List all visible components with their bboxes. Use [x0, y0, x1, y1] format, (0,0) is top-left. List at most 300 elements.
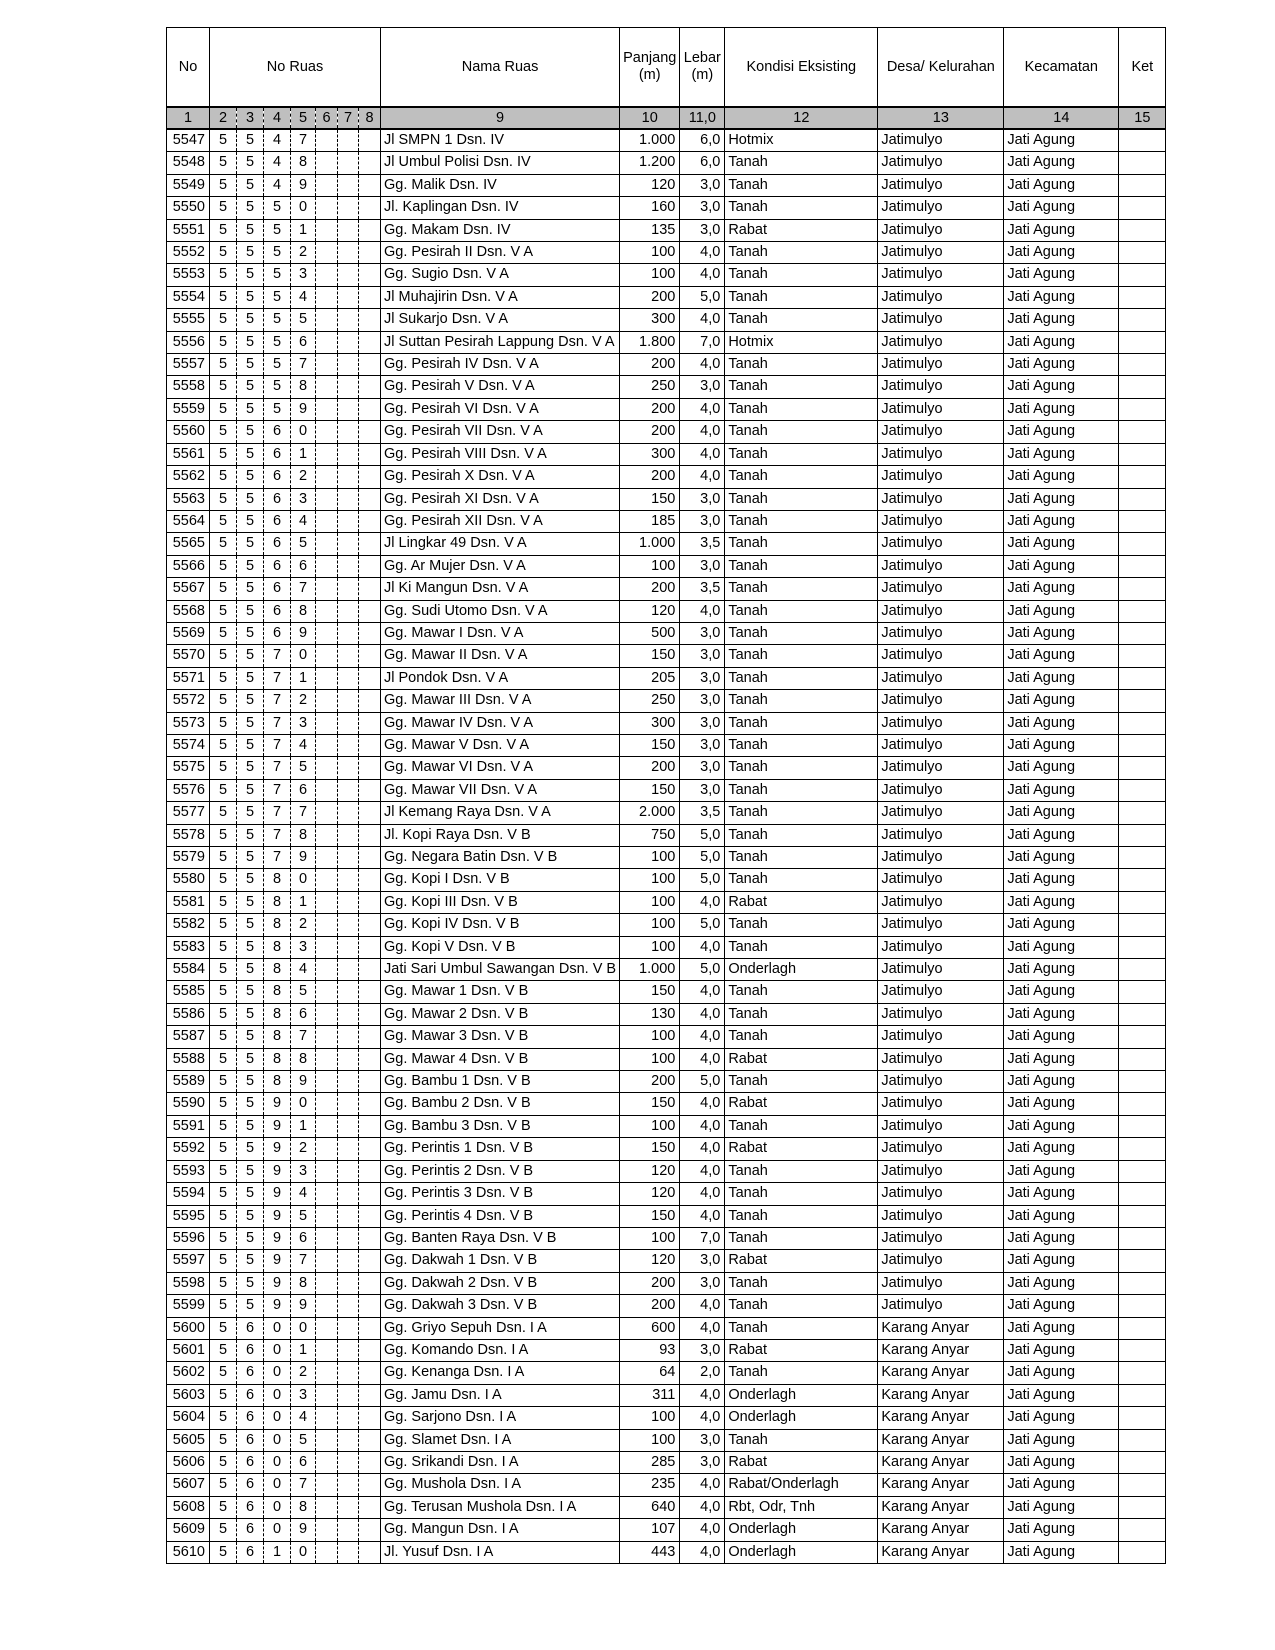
lebar: 4,0: [680, 1384, 725, 1406]
ruas-digit-empty: [338, 1317, 359, 1339]
ruas-digit: 5: [237, 264, 264, 286]
panjang: 150: [620, 981, 680, 1003]
ruas-digit: 5: [237, 421, 264, 443]
kondisi: Tanah: [725, 690, 878, 712]
kondisi: Rabat: [725, 1138, 878, 1160]
ket: [1119, 1003, 1166, 1025]
ruas-digit-empty: [338, 1519, 359, 1541]
ruas-digit: 0: [291, 421, 316, 443]
header-row: [167, 28, 1166, 108]
kondisi: Tanah: [725, 242, 878, 264]
lebar: 4,0: [680, 466, 725, 488]
ruas-digit: 5: [210, 1227, 237, 1249]
panjang: 300: [620, 309, 680, 331]
ruas-digit: 5: [210, 690, 237, 712]
ruas-digit: 8: [291, 152, 316, 174]
kecamatan: Jati Agung: [1004, 1138, 1119, 1160]
panjang: 120: [620, 1250, 680, 1272]
desa: Jatimulyo: [878, 779, 1004, 801]
lebar: 4,0: [680, 309, 725, 331]
ruas-digit-empty: [316, 712, 338, 734]
ruas-digit: 9: [264, 1295, 291, 1317]
kondisi: Tanah: [725, 197, 878, 219]
kondisi: Tanah: [725, 354, 878, 376]
lebar: 3,0: [680, 622, 725, 644]
desa: Jatimulyo: [878, 1093, 1004, 1115]
kecamatan: Jati Agung: [1004, 533, 1119, 555]
nama-ruas: Gg. Pesirah II Dsn. V A: [381, 242, 620, 264]
ruas-digit: 7: [291, 802, 316, 824]
nama-ruas: Gg. Mangun Dsn. I A: [381, 1519, 620, 1541]
ruas-digit: 6: [264, 555, 291, 577]
desa: Jatimulyo: [878, 645, 1004, 667]
row-no: 5606: [167, 1451, 210, 1473]
ket: [1119, 533, 1166, 555]
header-ket: Ket: [1119, 28, 1166, 108]
table-row: [167, 510, 1166, 532]
kecamatan: Jati Agung: [1004, 824, 1119, 846]
ruas-digit-empty: [316, 421, 338, 443]
ruas-digit: 7: [291, 129, 316, 152]
desa: Jatimulyo: [878, 1003, 1004, 1025]
ruas-digit: 5: [210, 1362, 237, 1384]
column-number: 4: [264, 107, 291, 129]
row-no: 5549: [167, 174, 210, 196]
ruas-digit: 3: [291, 488, 316, 510]
desa: Karang Anyar: [878, 1451, 1004, 1473]
ruas-digit-empty: [316, 645, 338, 667]
ruas-digit: 5: [237, 734, 264, 756]
kecamatan: Jati Agung: [1004, 376, 1119, 398]
kecamatan: Jati Agung: [1004, 712, 1119, 734]
nama-ruas: Jl. Kopi Raya Dsn. V B: [381, 824, 620, 846]
ruas-digit-empty: [338, 443, 359, 465]
ruas-digit: 5: [210, 645, 237, 667]
ruas-digit-empty: [316, 354, 338, 376]
ruas-digit: 5: [210, 1295, 237, 1317]
ruas-digit: 5: [210, 197, 237, 219]
panjang: 1.200: [620, 152, 680, 174]
ruas-digit-empty: [316, 1071, 338, 1093]
panjang: 600: [620, 1317, 680, 1339]
nama-ruas: Gg. Ar Mujer Dsn. V A: [381, 555, 620, 577]
ruas-digit-empty: [338, 757, 359, 779]
table-row: [167, 1272, 1166, 1294]
ruas-digit: 0: [291, 1093, 316, 1115]
ruas-digit-empty: [359, 1519, 381, 1541]
nama-ruas: Jl Suttan Pesirah Lappung Dsn. V A: [381, 331, 620, 353]
ruas-digit: 5: [237, 1160, 264, 1182]
ruas-digit-empty: [316, 174, 338, 196]
table-row: [167, 1115, 1166, 1137]
ruas-digit: 6: [264, 578, 291, 600]
ruas-digit-empty: [338, 690, 359, 712]
nama-ruas: Gg. Pesirah IV Dsn. V A: [381, 354, 620, 376]
desa: Jatimulyo: [878, 891, 1004, 913]
nama-ruas: Gg. Mawar III Dsn. V A: [381, 690, 620, 712]
table-row: [167, 1071, 1166, 1093]
desa: Jatimulyo: [878, 1160, 1004, 1182]
lebar: 3,0: [680, 1250, 725, 1272]
ket: [1119, 1429, 1166, 1451]
ruas-digit: 3: [291, 264, 316, 286]
ruas-digit: 5: [237, 466, 264, 488]
ruas-digit-empty: [338, 264, 359, 286]
panjang: 120: [620, 1160, 680, 1182]
row-no: 5567: [167, 578, 210, 600]
lebar: 4,0: [680, 1093, 725, 1115]
desa: Jatimulyo: [878, 174, 1004, 196]
ruas-digit-empty: [338, 1227, 359, 1249]
row-no: 5578: [167, 824, 210, 846]
lebar: 6,0: [680, 152, 725, 174]
kondisi: Tanah: [725, 1272, 878, 1294]
kondisi: Tanah: [725, 1295, 878, 1317]
kecamatan: Jati Agung: [1004, 354, 1119, 376]
kondisi: Tanah: [725, 667, 878, 689]
nama-ruas: Gg. Mawar VI Dsn. V A: [381, 757, 620, 779]
desa: Karang Anyar: [878, 1317, 1004, 1339]
ruas-digit: 8: [291, 376, 316, 398]
nama-ruas: Gg. Sugio Dsn. V A: [381, 264, 620, 286]
kecamatan: Jati Agung: [1004, 869, 1119, 891]
ruas-digit-empty: [338, 1048, 359, 1070]
table-row: [167, 152, 1166, 174]
kecamatan: Jati Agung: [1004, 421, 1119, 443]
ket: [1119, 242, 1166, 264]
kondisi: Rabat: [725, 1048, 878, 1070]
lebar: 4,0: [680, 1205, 725, 1227]
kondisi: Hotmix: [725, 331, 878, 353]
ruas-digit: 5: [237, 376, 264, 398]
ruas-digit-empty: [316, 533, 338, 555]
ruas-digit-empty: [359, 533, 381, 555]
ruas-digit: 4: [291, 1407, 316, 1429]
ruas-digit: 9: [264, 1205, 291, 1227]
lebar: 4,0: [680, 264, 725, 286]
ruas-digit: 5: [210, 1339, 237, 1361]
desa: Jatimulyo: [878, 376, 1004, 398]
table-row: [167, 802, 1166, 824]
panjang: 200: [620, 1272, 680, 1294]
panjang: 100: [620, 847, 680, 869]
ruas-digit: 5: [210, 667, 237, 689]
ket: [1119, 1496, 1166, 1518]
ket: [1119, 286, 1166, 308]
ruas-digit: 9: [264, 1272, 291, 1294]
panjang: 250: [620, 690, 680, 712]
ruas-digit: 5: [210, 578, 237, 600]
ruas-digit: 5: [210, 622, 237, 644]
column-number: 3: [237, 107, 264, 129]
kecamatan: Jati Agung: [1004, 622, 1119, 644]
kecamatan: Jati Agung: [1004, 1272, 1119, 1294]
ruas-digit-empty: [338, 1295, 359, 1317]
table-row: [167, 936, 1166, 958]
table-row: [167, 1429, 1166, 1451]
kondisi: Rabat: [725, 891, 878, 913]
table-row: [167, 1093, 1166, 1115]
ruas-digit-empty: [338, 1115, 359, 1137]
kondisi: Tanah: [725, 802, 878, 824]
ruas-digit: 5: [264, 242, 291, 264]
desa: Jatimulyo: [878, 712, 1004, 734]
nama-ruas: Gg. Mawar V Dsn. V A: [381, 734, 620, 756]
ruas-digit-empty: [316, 578, 338, 600]
kondisi: Tanah: [725, 734, 878, 756]
row-no: 5566: [167, 555, 210, 577]
ruas-digit: 7: [291, 354, 316, 376]
nama-ruas: Gg. Kopi IV Dsn. V B: [381, 914, 620, 936]
ruas-digit: 5: [237, 242, 264, 264]
lebar: 5,0: [680, 869, 725, 891]
ruas-digit: 5: [210, 242, 237, 264]
nama-ruas: Gg. Mushola Dsn. I A: [381, 1474, 620, 1496]
kecamatan: Jati Agung: [1004, 690, 1119, 712]
ruas-digit: 5: [237, 914, 264, 936]
row-no: 5579: [167, 847, 210, 869]
nama-ruas: Gg. Mawar 3 Dsn. V B: [381, 1026, 620, 1048]
kondisi: Tanah: [725, 1317, 878, 1339]
ruas-digit-empty: [359, 1384, 381, 1406]
ruas-digit-empty: [316, 1093, 338, 1115]
ruas-digit-empty: [359, 331, 381, 353]
lebar: 3,5: [680, 533, 725, 555]
lebar: 3,0: [680, 174, 725, 196]
panjang: 200: [620, 578, 680, 600]
ruas-digit: 0: [291, 1541, 316, 1563]
nama-ruas: Gg. Kopi III Dsn. V B: [381, 891, 620, 913]
ruas-digit-empty: [359, 242, 381, 264]
ket: [1119, 1205, 1166, 1227]
row-no: 5589: [167, 1071, 210, 1093]
desa: Jatimulyo: [878, 555, 1004, 577]
ruas-digit-empty: [338, 824, 359, 846]
kondisi: Onderlagh: [725, 1541, 878, 1563]
row-no: 5595: [167, 1205, 210, 1227]
desa: Jatimulyo: [878, 600, 1004, 622]
column-number: 15: [1119, 107, 1166, 129]
table-row: [167, 242, 1166, 264]
ruas-digit: 2: [291, 466, 316, 488]
row-no: 5594: [167, 1183, 210, 1205]
ruas-digit-empty: [316, 1250, 338, 1272]
ruas-digit-empty: [338, 1384, 359, 1406]
ruas-digit: 9: [264, 1093, 291, 1115]
ruas-digit: 0: [264, 1384, 291, 1406]
panjang: 1.000: [620, 533, 680, 555]
desa: Jatimulyo: [878, 152, 1004, 174]
ruas-digit: 1: [291, 1339, 316, 1361]
ruas-digit: 5: [237, 622, 264, 644]
table-row: [167, 1026, 1166, 1048]
kondisi: Tanah: [725, 1071, 878, 1093]
lebar: 4,0: [680, 1541, 725, 1563]
ket: [1119, 1026, 1166, 1048]
panjang: 200: [620, 286, 680, 308]
lebar: 4,0: [680, 1407, 725, 1429]
ruas-digit: 5: [237, 555, 264, 577]
kecamatan: Jati Agung: [1004, 286, 1119, 308]
desa: Jatimulyo: [878, 354, 1004, 376]
desa: Karang Anyar: [878, 1407, 1004, 1429]
ket: [1119, 757, 1166, 779]
kondisi: Tanah: [725, 914, 878, 936]
ruas-digit: 9: [264, 1115, 291, 1137]
panjang: 100: [620, 1429, 680, 1451]
ruas-digit-empty: [316, 847, 338, 869]
kecamatan: Jati Agung: [1004, 1250, 1119, 1272]
ruas-digit: 5: [264, 309, 291, 331]
kondisi: Tanah: [725, 398, 878, 420]
row-no: 5569: [167, 622, 210, 644]
ruas-digit: 7: [291, 578, 316, 600]
ruas-digit: 5: [237, 398, 264, 420]
ket: [1119, 1093, 1166, 1115]
nama-ruas: Gg. Makam Dsn. IV: [381, 219, 620, 241]
kecamatan: Jati Agung: [1004, 1160, 1119, 1182]
lebar: 5,0: [680, 847, 725, 869]
ruas-digit: 6: [237, 1496, 264, 1518]
panjang: 100: [620, 264, 680, 286]
ruas-digit: 5: [210, 779, 237, 801]
header-desa: Desa/ Kelurahan: [878, 28, 1004, 108]
ruas-digit: 5: [264, 331, 291, 353]
ruas-digit: 5: [237, 757, 264, 779]
ruas-digit-empty: [316, 1474, 338, 1496]
ruas-digit-empty: [338, 421, 359, 443]
ket: [1119, 1362, 1166, 1384]
ruas-digit-empty: [359, 510, 381, 532]
ruas-digit: 5: [237, 779, 264, 801]
ruas-digit-empty: [316, 779, 338, 801]
ket: [1119, 981, 1166, 1003]
row-no: 5592: [167, 1138, 210, 1160]
ruas-digit: 5: [210, 488, 237, 510]
desa: Jatimulyo: [878, 286, 1004, 308]
kondisi: Tanah: [725, 309, 878, 331]
ruas-digit-empty: [359, 1048, 381, 1070]
row-no: 5593: [167, 1160, 210, 1182]
desa: Jatimulyo: [878, 331, 1004, 353]
ruas-digit: 5: [237, 219, 264, 241]
ruas-digit-empty: [338, 1451, 359, 1473]
desa: Jatimulyo: [878, 734, 1004, 756]
table-row: [167, 779, 1166, 801]
panjang: 120: [620, 1183, 680, 1205]
lebar: 4,0: [680, 981, 725, 1003]
kecamatan: Jati Agung: [1004, 914, 1119, 936]
ruas-digit-empty: [316, 1003, 338, 1025]
column-number: 12: [725, 107, 878, 129]
ruas-digit: 8: [264, 1003, 291, 1025]
kondisi: Tanah: [725, 847, 878, 869]
ruas-digit: 5: [210, 1541, 237, 1563]
ruas-digit: 5: [237, 1093, 264, 1115]
ruas-digit: 6: [291, 1227, 316, 1249]
desa: Jatimulyo: [878, 533, 1004, 555]
header-nama-ruas: Nama Ruas: [381, 28, 620, 108]
table-row: [167, 1048, 1166, 1070]
ruas-digit: 7: [264, 690, 291, 712]
ruas-digit: 5: [237, 152, 264, 174]
ruas-digit: 5: [237, 959, 264, 981]
panjang: 205: [620, 667, 680, 689]
panjang: 100: [620, 1026, 680, 1048]
table-row: [167, 1227, 1166, 1249]
panjang: 200: [620, 354, 680, 376]
ruas-digit: 7: [264, 667, 291, 689]
ruas-digit: 5: [210, 174, 237, 196]
ruas-digit-empty: [316, 1115, 338, 1137]
lebar: 3,0: [680, 712, 725, 734]
ruas-digit-empty: [359, 1250, 381, 1272]
column-number: 13: [878, 107, 1004, 129]
kecamatan: Jati Agung: [1004, 1003, 1119, 1025]
desa: Jatimulyo: [878, 622, 1004, 644]
ruas-digit: 5: [210, 847, 237, 869]
kondisi: Tanah: [725, 757, 878, 779]
kondisi: Hotmix: [725, 129, 878, 152]
kecamatan: Jati Agung: [1004, 757, 1119, 779]
table-row: [167, 421, 1166, 443]
ruas-digit-empty: [316, 690, 338, 712]
kecamatan: Jati Agung: [1004, 1407, 1119, 1429]
panjang: 185: [620, 510, 680, 532]
ruas-digit: 4: [291, 734, 316, 756]
lebar: 5,0: [680, 914, 725, 936]
table-row: [167, 914, 1166, 936]
kecamatan: Jati Agung: [1004, 1295, 1119, 1317]
lebar: 3,0: [680, 690, 725, 712]
ruas-digit-empty: [316, 1407, 338, 1429]
kondisi: Tanah: [725, 622, 878, 644]
table-row: [167, 286, 1166, 308]
ruas-digit: 8: [264, 914, 291, 936]
kondisi: Tanah: [725, 981, 878, 1003]
ruas-digit: 6: [237, 1451, 264, 1473]
row-no: 5573: [167, 712, 210, 734]
ket: [1119, 869, 1166, 891]
table-row: [167, 1250, 1166, 1272]
ruas-digit: 5: [210, 1407, 237, 1429]
desa: Jatimulyo: [878, 1295, 1004, 1317]
ket: [1119, 421, 1166, 443]
ruas-digit: 5: [237, 197, 264, 219]
ruas-digit-empty: [338, 600, 359, 622]
ruas-digit-empty: [316, 824, 338, 846]
nama-ruas: Gg. Jamu Dsn. I A: [381, 1384, 620, 1406]
table-row: [167, 959, 1166, 981]
ruas-digit-empty: [316, 1160, 338, 1182]
kondisi: Tanah: [725, 578, 878, 600]
ket: [1119, 331, 1166, 353]
ruas-digit: 5: [210, 824, 237, 846]
desa: Jatimulyo: [878, 242, 1004, 264]
ruas-digit-empty: [359, 981, 381, 1003]
table-row: [167, 824, 1166, 846]
desa: Jatimulyo: [878, 1048, 1004, 1070]
table-row: [167, 1541, 1166, 1563]
nama-ruas: Gg. Kopi I Dsn. V B: [381, 869, 620, 891]
desa: Jatimulyo: [878, 129, 1004, 152]
nama-ruas: Gg. Pesirah XII Dsn. V A: [381, 510, 620, 532]
lebar: 4,0: [680, 1317, 725, 1339]
kondisi: Tanah: [725, 533, 878, 555]
ket: [1119, 1160, 1166, 1182]
row-no: 5547: [167, 129, 210, 152]
ruas-digit-empty: [338, 914, 359, 936]
